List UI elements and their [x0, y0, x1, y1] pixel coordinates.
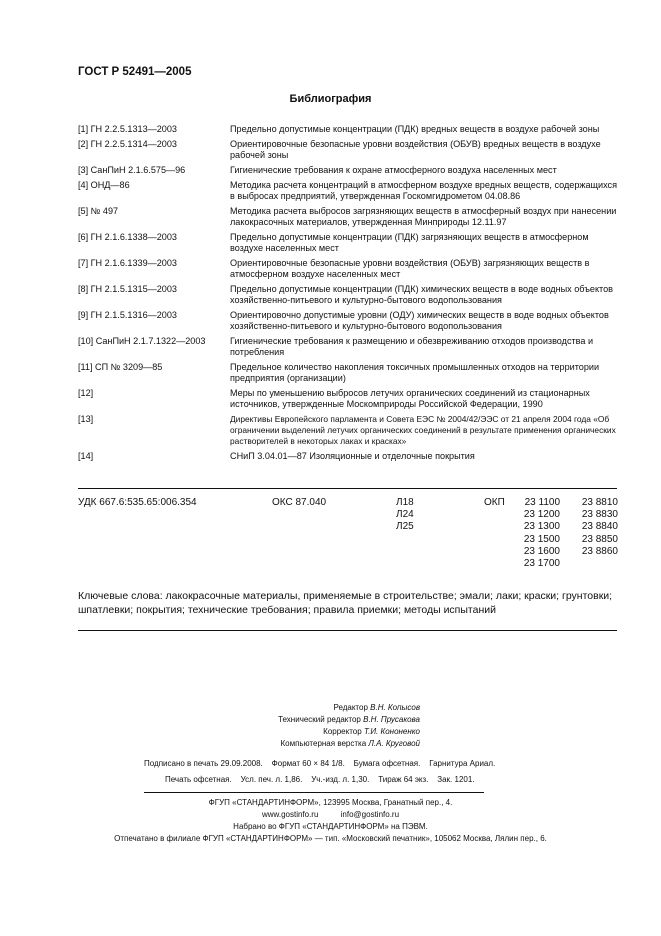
okp-code: 23 8860 — [581, 545, 618, 557]
entry-ref: [3] СанПиН 2.1.6.575—96 — [78, 165, 186, 175]
okp-code: 23 8810 — [581, 497, 618, 508]
bibliography-entry — [78, 336, 618, 358]
section-divider — [78, 488, 617, 489]
printing-details: Печать офсетная. Усл. печ. л. 1,86. Уч.-изд. л. 1,30. Тираж 64 экз. Зак. 1201. — [165, 775, 475, 784]
credit-name: В.Н. Прусакова — [363, 715, 420, 724]
entry-desc: Ориентировочно допустимые уровни (ОДУ) химических веществ в воде водных объектов хозяйственно-питьевого и культурно-бытового водопользования — [230, 310, 609, 331]
bibliography-entry — [78, 362, 618, 384]
entry-ref: [6] ГН 2.1.6.1338—2003 — [78, 232, 177, 242]
credit-line — [120, 714, 420, 726]
bibliography-entry — [78, 284, 618, 306]
credit-name: В.Н. Копысов — [370, 703, 420, 712]
okp-code: 23 1600 — [523, 545, 560, 557]
entry-ref: [10] СанПиН 2.1.7.1322—2003 — [78, 336, 206, 346]
udk-code: УДК 667.6:535.65:006.354 — [78, 497, 197, 508]
entry-desc: Предельно допустимые концентрации (ПДК) загрязняющих веществ в атмосферном воздухе населенных мест — [230, 232, 589, 253]
okp-codes-col1 — [512, 497, 560, 570]
okp-code: 23 1200 — [523, 509, 560, 521]
bibliography-entry — [78, 124, 618, 135]
entry-desc: Ориентировочные безопасные уровни воздействия (ОБУВ) вредных веществ в воздухе рабочей зоны — [230, 139, 601, 160]
okp-codes-col2 — [566, 497, 618, 558]
entry-ref: [1] ГН 2.2.5.1313—2003 — [78, 124, 177, 134]
bibliography-entry — [78, 206, 618, 228]
entry-ref: [5] № 497 — [78, 206, 119, 216]
credit-role: Корректор — [323, 727, 362, 736]
okp-code: 23 8840 — [581, 521, 618, 533]
publisher-line: Набрано во ФГУП «СТАНДАРТИНФОРМ» на ПЭВМ. — [233, 822, 428, 831]
okp-code: 23 1300 — [523, 521, 560, 533]
entry-ref: [7] ГН 2.1.6.1339—2003 — [78, 258, 177, 268]
okp-code: 23 8830 — [581, 509, 618, 521]
entry-desc: Методика расчета концентраций в атмосферном воздухе вредных веществ, содержащихся в выбросах предприятий, утвержденная Госкомгидрометом 04.08.86 — [230, 180, 617, 201]
publisher-line: ФГУП «СТАНДАРТИНФОРМ», 123995 Москва, Гранатный пер., 4. — [208, 798, 453, 807]
entry-desc: СНиП 3.04.01—87 Изоляционные и отделочные покрытия — [230, 451, 475, 461]
bibliography-entry — [78, 180, 618, 202]
section-divider — [78, 630, 617, 631]
l-code: Л18 — [396, 497, 414, 508]
bibliography-title: Библиография — [289, 93, 372, 105]
bibliography-entry — [78, 388, 618, 410]
entry-ref: [12] — [78, 388, 94, 398]
l-code: Л25 — [396, 521, 414, 533]
entry-desc: Предельно допустимые концентрации (ПДК) химических веществ в воде водных объектов хозяйственно-питьевого и культурно-бытового водопользования — [230, 284, 613, 305]
entry-ref: [4] ОНД—86 — [78, 180, 130, 190]
bibliography-entry — [78, 310, 618, 332]
printing-details: Подписано в печать 29.09.2008. Формат 60 × 84 1/8. Бумага офсетная. Гарнитура Ариал. — [144, 759, 496, 768]
entry-ref: [2] ГН 2.2.5.1314—2003 — [78, 139, 177, 149]
bibliography-entry — [78, 165, 618, 176]
bibliography-entry — [78, 232, 618, 254]
section-divider — [144, 792, 484, 793]
bibliography-entry — [78, 451, 618, 462]
bibliography-entry — [78, 139, 618, 161]
credit-line — [120, 702, 420, 714]
entry-desc: Ориентировочные безопасные уровни воздействия (ОБУВ) загрязняющих веществ в атмосферном воздухе населенных мест — [230, 258, 590, 279]
entry-ref: [14] — [78, 451, 94, 461]
credit-line — [120, 738, 420, 750]
entry-ref: [9] ГН 2.1.5.1316—2003 — [78, 310, 177, 320]
oks-code: ОКС 87.040 — [272, 497, 327, 508]
entry-desc: Гигиенические требования к охране атмосферного воздуха населенных мест — [230, 165, 557, 175]
entry-desc: Гигиенические требования к размещению и обезвреживанию отходов производства и потребления — [230, 336, 594, 357]
entry-desc: Методика расчета выбросов загрязняющих веществ в атмосферный воздух при нанесении лакокрасочных материалов, утвержденная Минприроды 12.11.97 — [230, 206, 617, 227]
okp-code: 23 1500 — [523, 533, 560, 545]
credits — [120, 702, 420, 750]
okp-label: ОКП — [484, 497, 505, 508]
publisher-info — [0, 797, 661, 845]
bibliography-entry — [78, 258, 618, 280]
l-codes — [396, 497, 414, 534]
entry-ref: [8] ГН 2.1.5.1315—2003 — [78, 284, 177, 294]
credit-role: Редактор — [333, 703, 368, 712]
credit-name: Л.А. Круговой — [368, 739, 420, 748]
credit-line — [120, 726, 420, 738]
entry-ref: [13] — [78, 414, 94, 424]
okp-code: 23 8850 — [581, 533, 618, 545]
credit-role: Компьютерная верстка — [280, 739, 367, 748]
credit-role: Технический редактор — [278, 715, 361, 724]
entry-desc: Предельно допустимые концентрации (ПДК) вредных веществ в воздухе рабочей зоны — [230, 124, 600, 134]
entry-ref: [11] СП № 3209—85 — [78, 362, 163, 372]
publisher-line: Отпечатано в филиале ФГУП «СТАНДАРТИНФОРМ» — тип. «Московский печатник», 105062 Москва, Лялин пер., 6. — [114, 834, 547, 843]
bibliography-list — [78, 124, 618, 466]
okp-code: 23 1700 — [523, 558, 560, 570]
okp-code: 23 1100 — [524, 497, 560, 508]
l-code: Л24 — [396, 509, 414, 521]
entry-desc: Меры по уменьшению выбросов летучих органических соединений из стационарных источников, утвержденные Москомприроды Российской Федерации, 1990 — [230, 388, 590, 409]
credit-name: Т.И. Кононенко — [363, 727, 420, 736]
entry-desc: Предельное количество накопления токсичных промышленных отходов на территории предприятия (организации) — [230, 362, 600, 383]
standard-code: ГОСТ Р 52491—2005 — [78, 66, 192, 78]
keywords: Ключевые слова: лакокрасочные материалы, применяемые в строительстве; эмали; лаки; краски; грунтовки; шпатлевки; покрытия; технические требования; правила приемки; методы испытаний — [78, 590, 613, 616]
bibliography-entry — [78, 414, 618, 447]
entry-desc: Директивы Европейского парламента и Совета ЕЭС № 2004/42/ЭЭС от 21 апреля 2004 года «Об ограничении выделений летучих органических соединений в результате применения органических растворителей в некоторых лаках и красках» — [230, 414, 616, 446]
publisher-line: www.gostinfo.ru info@gostinfo.ru — [261, 810, 400, 819]
